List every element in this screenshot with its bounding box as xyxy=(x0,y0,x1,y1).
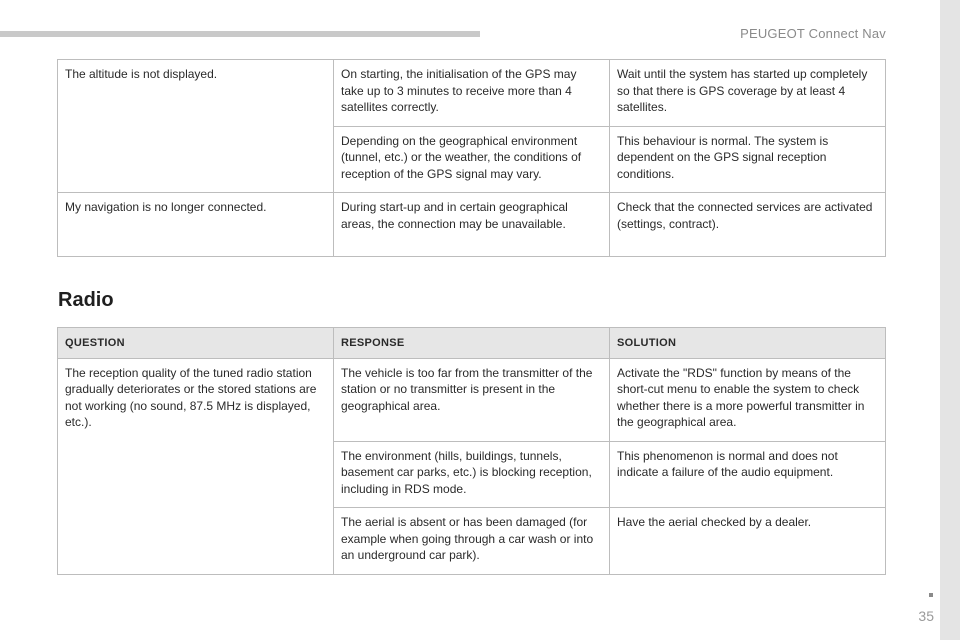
page-number: 35 xyxy=(918,608,934,624)
table-header-row xyxy=(58,328,886,359)
table-row xyxy=(58,358,886,441)
response-cell: The environment (hills, buildings, tunnels, basement car parks, etc.) is blocking reception, including in RDS mode. xyxy=(334,441,610,508)
column-header-solution: SOLUTION xyxy=(610,328,886,359)
response-cell: The vehicle is too far from the transmitter of the station or no transmitter is present in the geographical area. xyxy=(334,358,610,441)
column-header-question: QUESTION xyxy=(58,328,334,359)
solution-cell: Activate the "RDS" function by means of the short-cut menu to enable the system to check whether there is a more powerful transmitter in the geographical area. xyxy=(610,358,886,441)
section-title-radio: Radio xyxy=(58,289,114,311)
response-cell: Depending on the geographical environment (tunnel, etc.) or the weather, the conditions of reception of the GPS signal may vary. xyxy=(334,126,610,193)
solution-cell: Have the aerial checked by a dealer. xyxy=(610,508,886,575)
question-cell: The reception quality of the tuned radio station gradually deteriorates or the stored stations are not working (no sound, 87.5 MHz is displayed, etc.). xyxy=(58,358,334,574)
table-row xyxy=(58,193,886,257)
document-title: PEUGEOT Connect Nav xyxy=(740,26,886,41)
solution-cell: This behaviour is normal. The system is dependent on the GPS signal reception conditions. xyxy=(610,126,886,193)
column-header-response: RESPONSE xyxy=(334,328,610,359)
page-marker-dot xyxy=(929,593,933,597)
response-cell: During start-up and in certain geographical areas, the connection may be unavailable. xyxy=(334,193,610,257)
response-cell: On starting, the initialisation of the GPS may take up to 3 minutes to receive more than 4 satellites correctly. xyxy=(334,60,610,127)
response-cell: The aerial is absent or has been damaged (for example when going through a car wash or into an underground car park). xyxy=(334,508,610,575)
radio-faq-table xyxy=(57,327,886,575)
side-margin-strip xyxy=(940,0,960,640)
question-cell: My navigation is no longer connected. xyxy=(58,193,334,257)
table-row xyxy=(58,60,886,127)
gps-faq-table xyxy=(57,59,886,257)
solution-cell: Wait until the system has started up completely so that there is GPS coverage by at least 4 satellites. xyxy=(610,60,886,127)
solution-cell: Check that the connected services are activated (settings, contract). xyxy=(610,193,886,257)
question-cell: The altitude is not displayed. xyxy=(58,60,334,193)
header-rule xyxy=(0,31,480,37)
solution-cell: This phenomenon is normal and does not indicate a failure of the audio equipment. xyxy=(610,441,886,508)
